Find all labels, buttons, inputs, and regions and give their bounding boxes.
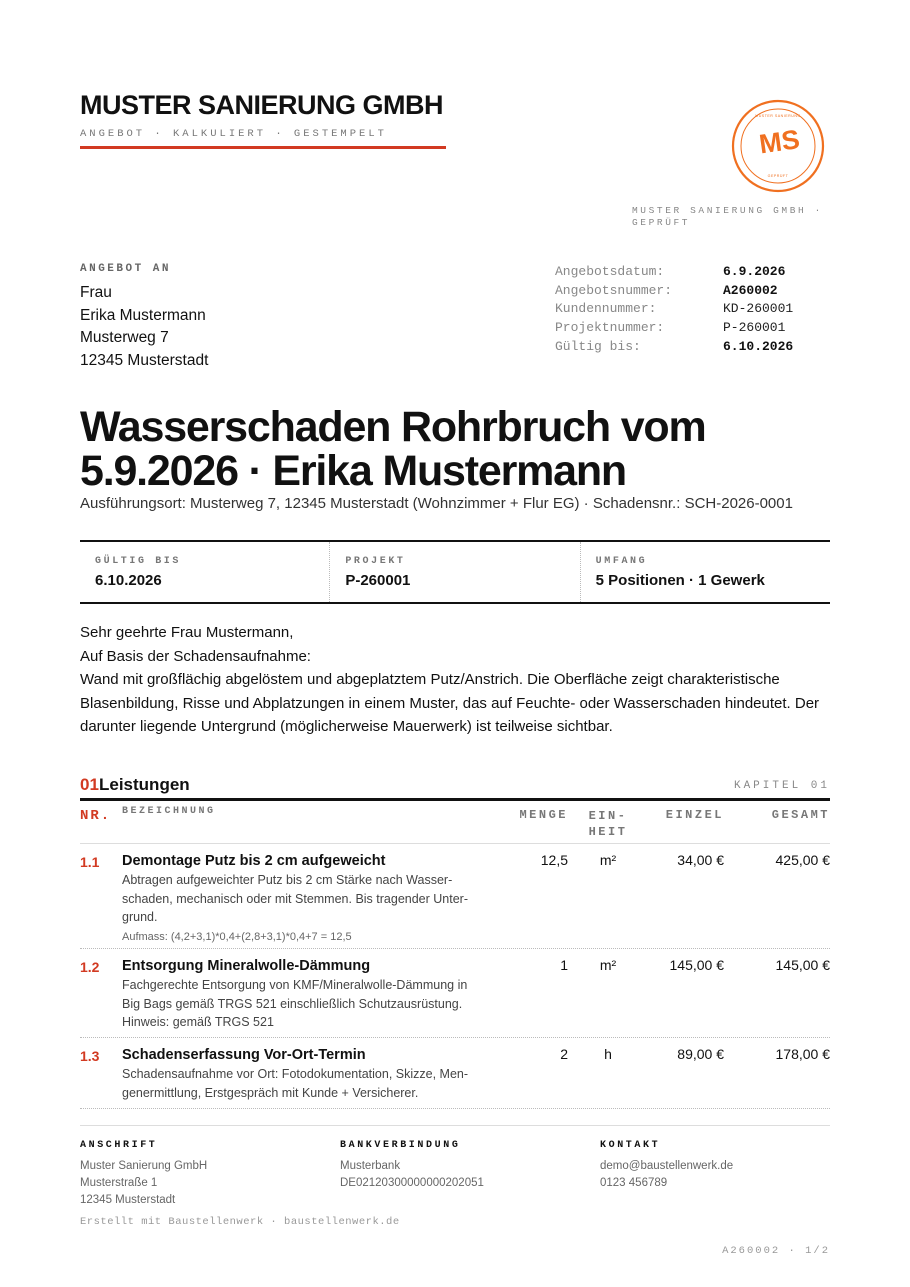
footer-contact xyxy=(600,1140,850,1192)
row-divider xyxy=(80,1108,830,1109)
item-einheit: m² xyxy=(599,957,617,973)
summary-project xyxy=(330,542,580,602)
item-desc-line: Big Bags gemäß TRGS 521 einschließlich Schutzausrüstung. xyxy=(122,996,463,1011)
item-desc-line: Hinweis: gemäß TRGS 521 xyxy=(122,1015,274,1029)
footer-created-by: Erstellt mit Baustellenwerk · baustellenwerk.de xyxy=(80,1216,400,1228)
item-nr: 1.1 xyxy=(80,854,100,870)
summary-value: 5 Positionen · 1 Gewerk xyxy=(595,572,765,589)
item-title: Demontage Putz bis 2 cm aufgeweicht xyxy=(122,853,386,869)
item-einheit: h xyxy=(604,1046,612,1062)
item-desc xyxy=(122,871,484,927)
summary-label: GÜLTIG BIS xyxy=(95,556,182,567)
row-divider xyxy=(80,1037,830,1038)
col-header-einzel: EINZEL xyxy=(665,808,724,822)
page-title xyxy=(80,405,840,493)
footer-label: ANSCHRIFT xyxy=(80,1140,158,1151)
item-desc xyxy=(122,976,484,1032)
meta-value: 6.9.2026 xyxy=(723,264,786,279)
letter-intro: Auf Basis der Schadensaufnahme: xyxy=(80,647,311,665)
page-number: A260002 · 1/2 xyxy=(722,1245,830,1257)
company-tagline: ANGEBOT · KALKULIERT · GESTEMPELT xyxy=(80,128,387,140)
footer-line: 12345 Musterstadt xyxy=(80,1194,176,1206)
item-menge: 12,5 xyxy=(540,852,568,868)
section-title: Leistungen xyxy=(99,775,190,794)
item-title: Schadenserfassung Vor-Ort-Termin xyxy=(122,1047,366,1063)
recipient-line: Frau xyxy=(80,284,112,301)
letter-body: Wand mit großflächig abgelöstem und abgeplatztem Putz/Anstrich. Die Oberfläche zeigt charakteristische Blasenbildung, Risse und Abplatzungen in einem Muster, das auf Feuchte- oder Wasserschaden hindeutet. Der darunter liegende Untergrund (möglicherweise Mauerwerk) ist teilweise sichtbar. xyxy=(80,671,820,735)
svg-text:MUSTER SANIERUNG: MUSTER SANIERUNG xyxy=(755,114,801,118)
item-desc-line: Abtragen aufgeweichter Putz bis 2 cm Stärke nach Wasser- xyxy=(122,873,453,887)
footer-line: Muster Sanierung GmbH xyxy=(80,1160,208,1172)
item-menge: 2 xyxy=(560,1046,568,1062)
item-desc-line: genermittlung, Erstgespräch mit Kunde + Versicherer. xyxy=(122,1085,419,1100)
recipient-label: ANGEBOT AN xyxy=(80,263,172,275)
item-einzel: 89,00 € xyxy=(677,1046,724,1062)
col-header-bezeichnung: BEZEICHNUNG xyxy=(122,806,216,817)
item-description xyxy=(122,1046,484,1102)
item-desc-line: grund. xyxy=(122,910,158,924)
meta-key: Projektnummer: xyxy=(555,320,665,336)
company-stamp xyxy=(730,98,826,194)
stamp-initials: MS xyxy=(757,124,802,160)
item-menge: 1 xyxy=(560,957,568,973)
header-accent-rule xyxy=(80,146,446,149)
row-divider xyxy=(80,948,830,949)
col-header-einheit xyxy=(580,808,636,840)
item-gesamt: 145,00 € xyxy=(775,957,830,973)
item-desc-line: Schadensaufnahme vor Ort: Fotodokumentation, Skizze, Men- xyxy=(122,1067,469,1081)
svg-text:GEPRÜFT: GEPRÜFT xyxy=(767,174,789,178)
footer-line: DE02120300000000202051 xyxy=(340,1177,484,1189)
col-header-einheit-line: HEIT xyxy=(588,825,628,839)
summary-valid-until xyxy=(80,542,330,602)
section-chapter-label: KAPITEL 01 xyxy=(733,780,830,792)
letter-greeting: Sehr geehrte Frau Mustermann, xyxy=(80,624,294,641)
meta-key: Angebotsnummer: xyxy=(555,282,673,298)
section-number: 01 xyxy=(80,775,99,794)
summary-value: 6.10.2026 xyxy=(95,572,162,589)
col-header-menge: MENGE xyxy=(519,808,568,822)
meta-value: P-260001 xyxy=(723,320,786,336)
item-gesamt: 178,00 € xyxy=(775,1046,830,1062)
item-desc xyxy=(122,1065,484,1102)
item-gesamt: 425,00 € xyxy=(775,852,830,868)
summary-label: UMFANG xyxy=(595,556,648,567)
footer-rule xyxy=(80,1125,830,1126)
footer-label: BANKVERBINDUNG xyxy=(340,1140,461,1151)
footer-email-link[interactable]: demo@baustellenwerk.de xyxy=(600,1160,734,1172)
col-header-gesamt: GESAMT xyxy=(771,808,830,822)
meta-key: Angebotsdatum: xyxy=(555,264,665,279)
item-title: Entsorgung Mineralwolle-Dämmung xyxy=(122,958,371,974)
col-header-einheit-line: EIN- xyxy=(588,809,628,823)
footer-label: KONTAKT xyxy=(600,1140,661,1151)
section-rule xyxy=(80,798,830,801)
footer-phone: 0123 456789 xyxy=(600,1177,668,1189)
meta-value: 6.10.2026 xyxy=(723,338,794,354)
recipient-block xyxy=(80,263,380,372)
item-aufmass: Aufmass: (4,2+3,1)*0,4+(2,8+3,1)*0,4+7 = 12,5 xyxy=(122,930,352,943)
footer-line: Musterstraße 1 xyxy=(80,1177,158,1189)
summary-value: P-260001 xyxy=(345,572,411,589)
item-desc-line: schaden, mechanisch oder mit Stemmen. Bis tragender Unter- xyxy=(122,891,468,906)
item-desc-line: Fachgerechte Entsorgung von KMF/Mineralwolle-Dämmung in xyxy=(122,978,468,992)
item-einheit: m² xyxy=(599,852,617,868)
item-description xyxy=(122,852,484,943)
item-nr: 1.3 xyxy=(80,1048,100,1064)
col-header-nr: NR. xyxy=(80,808,112,824)
summary-scope xyxy=(581,542,830,602)
summary-box xyxy=(80,540,830,604)
meta-key: Kundennummer: xyxy=(555,301,657,317)
item-einzel: 34,00 € xyxy=(677,852,724,868)
recipient-line: Musterweg 7 xyxy=(80,329,169,346)
meta-value: KD-260001 xyxy=(723,301,794,317)
footer-address xyxy=(80,1140,330,1209)
table-header-rule xyxy=(80,843,830,844)
stamp-caption: MUSTER SANIERUNG GMBH · GEPRÜFT xyxy=(632,205,823,228)
title-line-1: Wasserschaden Rohrbruch vom xyxy=(80,403,706,451)
item-nr: 1.2 xyxy=(80,959,100,975)
recipient-line: Erika Mustermann xyxy=(80,306,206,324)
page-subtitle: Ausführungsort: Musterweg 7, 12345 Musterstadt (Wohnzimmer + Flur EG) · Schadensnr.: SCH-2026-0001 xyxy=(80,495,793,512)
summary-label: PROJEKT xyxy=(345,556,406,567)
offer-meta xyxy=(555,263,835,357)
footer-bank xyxy=(340,1140,590,1192)
title-line-2: 5.9.2026 · Erika Mustermann xyxy=(80,447,626,495)
item-description xyxy=(122,957,484,1032)
meta-key: Gültig bis: xyxy=(555,338,641,354)
footer-line: Musterbank xyxy=(340,1160,401,1172)
meta-value: A260002 xyxy=(723,282,778,298)
item-einzel: 145,00 € xyxy=(669,957,724,973)
letter-text xyxy=(80,621,840,739)
recipient-line: 12345 Musterstadt xyxy=(80,351,209,369)
company-name: MUSTER SANIERUNG GMBH xyxy=(80,90,444,120)
